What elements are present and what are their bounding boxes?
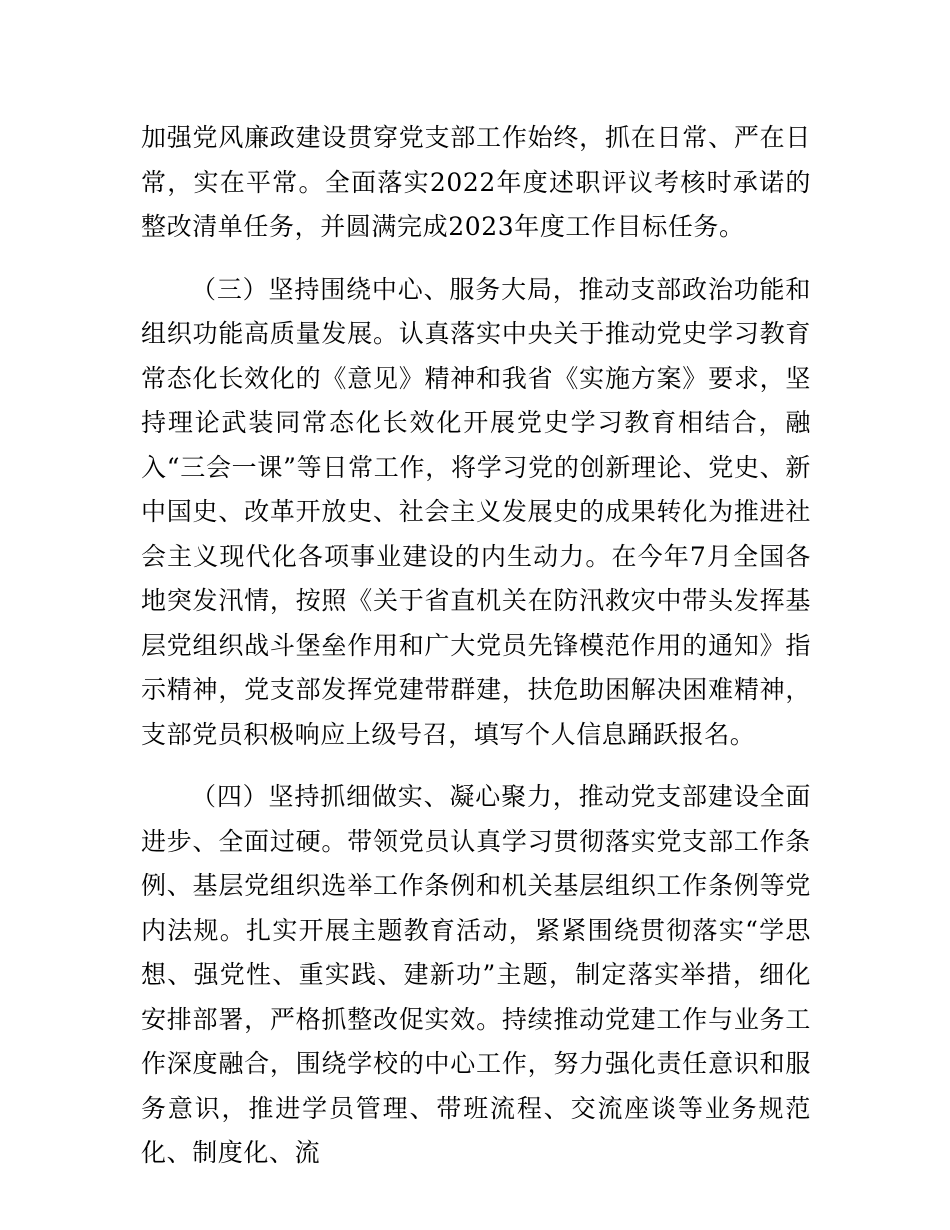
document-body xyxy=(141,116,811,1194)
paragraph-continuation: 加强党风廉政建设贯穿党支部工作始终，抓在日常、严在日常，实在平常。全面落实2022年度述职评议考核时承诺的整改清单任务，并圆满完成2023年度工作目标任务。 xyxy=(141,123,811,241)
paragraph-section-four: （四）坚持抓细做实、凝心聚力，推动党支部建设全面进步、全面过硬。带领党员认真学习贯彻落实党支部工作条例、基层党组织选举工作条例和机关基层组织工作条例等党内法规。扎实开展主题教育活动，紧紧围绕贯彻落实“学思想、强党性、重实践、建新功”主题，制定落实举措，细化安排部署，严格抓整改促实效。持续推动党建工作与业务工作深度融合，围绕学校的中心工作，努力强化责任意识和服务意识，推进学员管理、带班流程、交流座谈等业务规范化、制度化、流 xyxy=(141,782,811,1167)
paragraph-section-three: （三）坚持围绕中心、服务大局，推动支部政治功能和组织功能高质量发展。认真落实中央关于推动党史学习教育常态化长效化的《意见》精神和我省《实施方案》要求，坚持理论武装同常态化长效化开展党史学习教育相结合，融入“三会一课”等日常工作，将学习党的创新理论、党史、新中国史、改革开放史、社会主义发展史的成果转化为推进社会主义现代化各项事业建设的内生动力。在今年7月全国各地突发汛情，按照《关于省直机关在防汛救灾中带头发挥基层党组织战斗堡垒作用和广大党员先锋模范作用的通知》指示精神，党支部发挥党建带群建，扶危助困解决困难精神，支部党员积极响应上级号召，填写个人信息踊跃报名。 xyxy=(141,274,811,749)
